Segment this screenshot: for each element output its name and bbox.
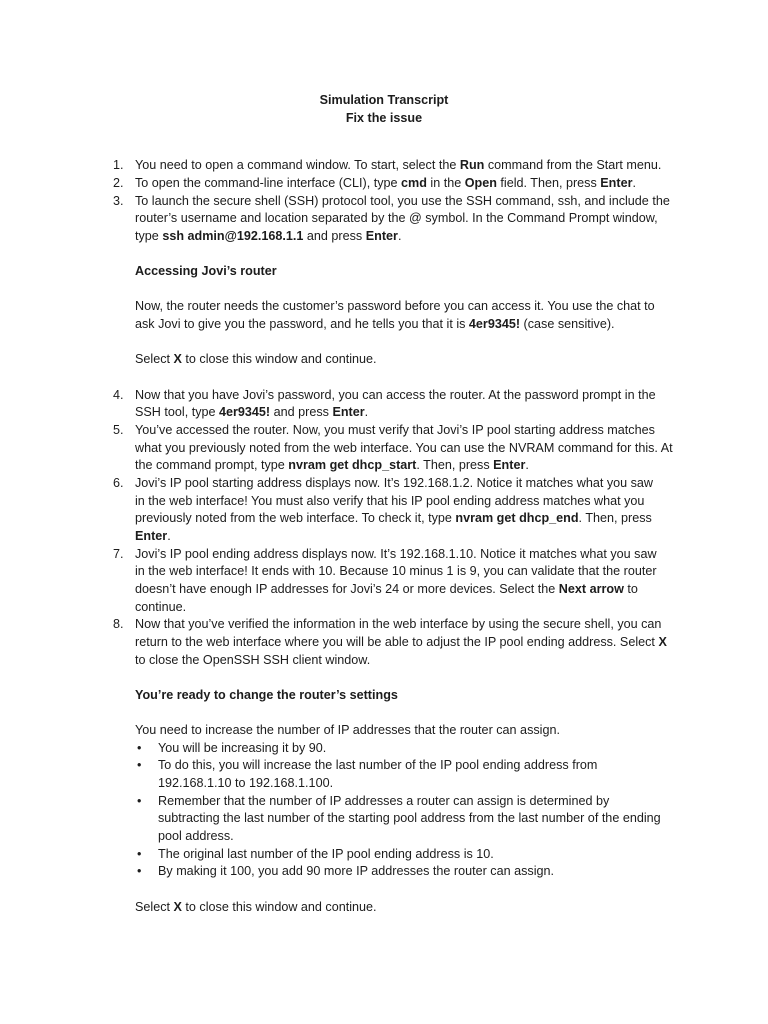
bold-text: X (173, 352, 182, 367)
text-run: . (364, 405, 369, 420)
text-run: to continue. (135, 581, 638, 614)
step-item (113, 475, 725, 546)
text-run: Now that you’ve verified the information in the web interface by using the secure shell, you can return to the web interface where you will be able to adjust the IP pool ending address. Select (135, 617, 662, 649)
bullet-item (135, 863, 725, 881)
step-number: 5. (113, 422, 124, 437)
instruction-paragraph (135, 298, 725, 333)
document-subtitle: Fix the issue (345, 110, 423, 125)
bold-text: ssh admin@192.168.1.1 (162, 228, 304, 243)
bold-text: nvram get dhcp_end (455, 511, 579, 526)
text-run: to close this window and continue. (181, 899, 377, 914)
section-heading-change-settings: You’re ready to change the router’s settings (135, 687, 398, 702)
step-text (135, 193, 725, 246)
step-number: 1. (113, 158, 124, 173)
step-item (113, 387, 725, 422)
text-run: You need to open a command window. To start, select the (135, 158, 460, 173)
step-number: 7. (113, 546, 124, 561)
bold-text: Enter (365, 228, 398, 243)
step-text (135, 175, 725, 193)
text-run: Select (135, 899, 174, 914)
bold-text: X (658, 634, 667, 649)
text-run: . (167, 528, 171, 543)
bullet-text: The original last number of the IP pool ending address is 10. (158, 846, 494, 861)
text-run: You’ve accessed the router. Now, you must verify that Jovi’s IP pool starting address matches what you previously noted from the web interface. You can use the NVRAM command for this. At the command prompt, type (135, 422, 673, 473)
document-header (0, 92, 768, 127)
step-item (113, 175, 725, 193)
bullet-text: By making it 100, you add 90 more IP addresses the router can assign. (158, 864, 554, 879)
bullet-mark: • (137, 758, 142, 773)
steps-list-2 (113, 387, 725, 670)
text-run: Now that you have Jovi’s password, you can access the router. At the password prompt in the SSH tool, type (135, 387, 656, 420)
step-item (113, 546, 725, 617)
text-run: . (397, 228, 402, 243)
step-number: 8. (113, 617, 124, 632)
step-number: 2. (113, 175, 124, 190)
bold-text: Enter (600, 175, 633, 190)
step-text (135, 475, 725, 546)
text-run: field. Then, press (496, 175, 601, 190)
step-item (113, 422, 725, 475)
step-item (113, 616, 725, 669)
step-number: 4. (113, 387, 124, 402)
intro-text: You need to increase the number of IP addresses that the router can assign. (135, 723, 560, 738)
steps-list-1 (113, 157, 725, 245)
bullet-text: Remember that the number of IP addresses a router can assign is determined by subtracting the last number of the starting pool address from the last number of the ending pool address. (158, 793, 661, 844)
text-run: Jovi’s IP pool ending address displays now. It’s 192.168.1.10. Notice it matches what you saw in the web interface! It ends with 10. Because 10 minus 1 is 9, you can validate that the router doesn’t have enough IP addresses for Jovi’s 24 or more devices. Select the (135, 546, 657, 596)
text-run: To launch the secure shell (SSH) protocol tool, you use the SSH command, ssh, and include the router’s username and location separated by the @ symbol. In the Command Prompt window, type (135, 193, 670, 243)
text-run: in the (426, 175, 465, 190)
text-run: command from the Start menu. (484, 158, 662, 173)
text-run: to close the OpenSSH SSH client window. (135, 652, 371, 667)
step-item (113, 157, 725, 175)
document-title: Simulation Transcript (319, 93, 449, 108)
bullet-item (135, 793, 725, 846)
step-text (135, 546, 725, 617)
bullet-mark: • (137, 846, 142, 861)
step-text (135, 387, 725, 422)
text-run: . (525, 458, 529, 473)
increase-instructions (135, 722, 725, 881)
step-text (135, 157, 725, 175)
bullet-mark: • (137, 793, 142, 808)
text-run: . (632, 175, 636, 190)
bullet-item (135, 740, 725, 758)
bullet-item (135, 757, 725, 792)
bold-text: Open (464, 175, 497, 190)
bullet-mark: • (137, 864, 142, 879)
text-run: and press (303, 228, 366, 243)
text-run: Now, the router needs the customer’s password before you can access it. You use the chat to ask Jovi to give you the password, and he tells you that it is (135, 299, 655, 332)
document-body (113, 157, 725, 916)
step-text (135, 616, 725, 669)
bold-text: Next arrow (558, 581, 624, 596)
text-run: and press (270, 405, 333, 420)
bold-text: cmd (401, 175, 427, 190)
text-run: to close this window and continue. (181, 352, 377, 367)
text-run: Select (135, 352, 174, 367)
text-run: . Then, press (416, 458, 494, 473)
bullet-text: To do this, you will increase the last number of the IP pool ending address from 192.168.1.10 to 192.168.1.100. (158, 758, 598, 791)
bold-text: 4er9345! (219, 405, 271, 420)
bullet-text: You will be increasing it by 90. (158, 740, 327, 755)
bold-text: X (173, 899, 182, 914)
text-run: To open the command-line interface (CLI), type (135, 175, 401, 190)
bold-text: 4er9345! (468, 317, 521, 332)
text-run: (case sensitive). (520, 317, 615, 332)
step-number: 3. (113, 193, 124, 208)
step-item (113, 193, 725, 246)
bold-text: Enter (135, 528, 168, 543)
bullet-mark: • (137, 740, 142, 755)
step-number: 6. (113, 475, 124, 490)
bullet-item (135, 846, 725, 864)
text-run: Jovi’s IP pool starting address displays now. It’s 192.168.1.2. Notice it matches what you saw in the web interface! You must also verify that his IP pool ending address matches what you previously noted from the web interface. To check it, type (135, 475, 654, 526)
bold-text: Enter (493, 458, 526, 473)
section-heading-accessing-router: Accessing Jovi’s router (135, 264, 277, 279)
close-instruction (135, 899, 725, 917)
bold-text: Run (459, 158, 485, 173)
bold-text: nvram get dhcp_start (288, 458, 417, 473)
close-instruction (135, 351, 725, 369)
step-text (135, 422, 725, 475)
bold-text: Enter (332, 405, 365, 420)
text-run: . Then, press (578, 511, 652, 526)
